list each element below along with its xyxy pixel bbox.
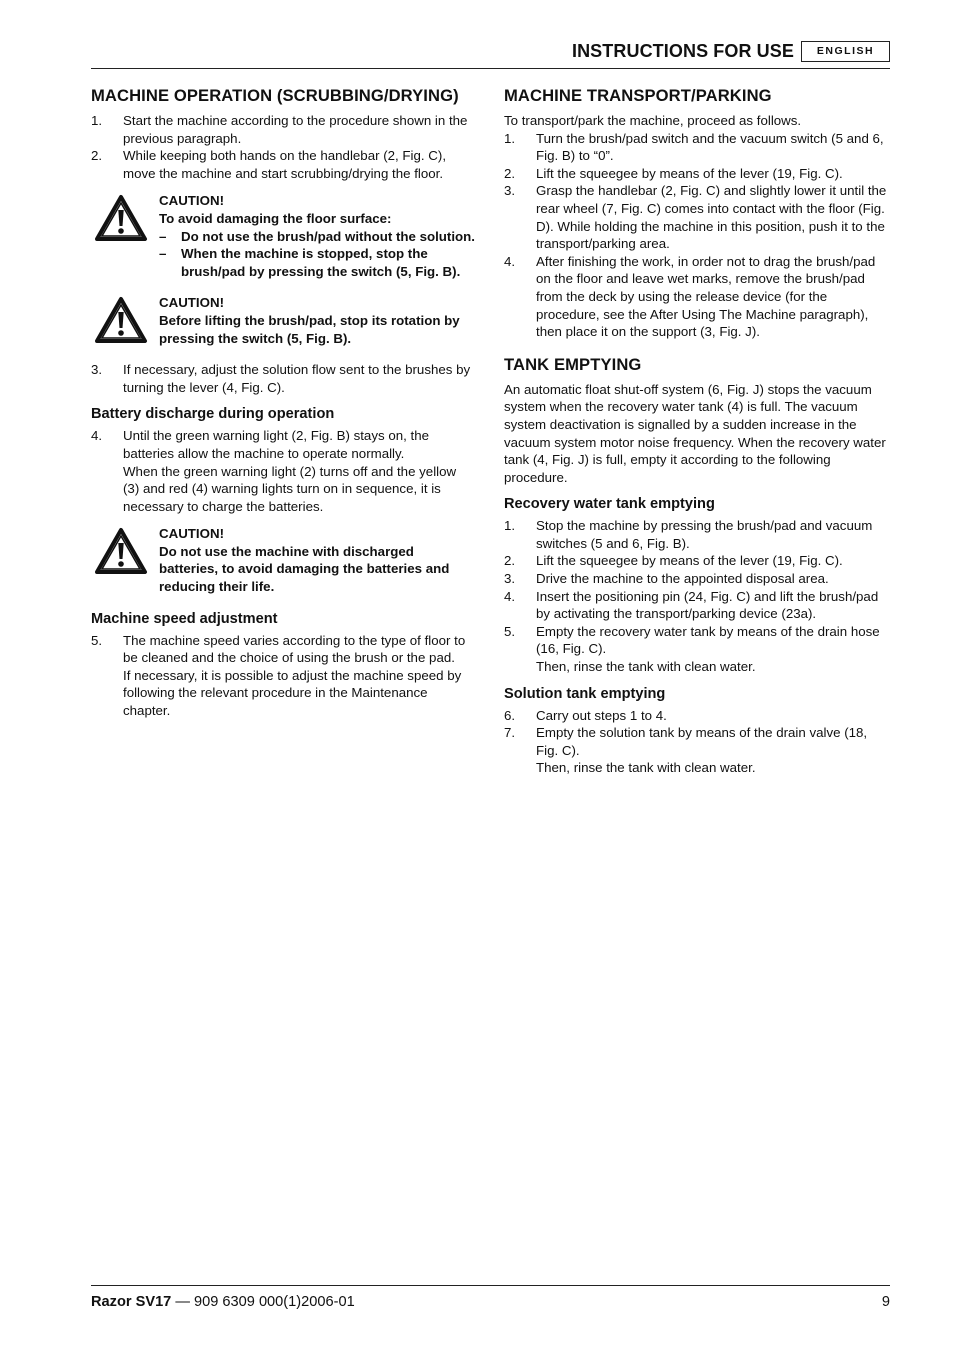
section-heading-machine-operation: MACHINE OPERATION (SCRUBBING/DRYING) (91, 86, 459, 105)
warning-icon (94, 527, 148, 575)
section-heading-tank-emptying: TANK EMPTYING (504, 354, 642, 374)
list-number: 5. (504, 623, 516, 639)
caution-text: Before lifting the brush/pad, stop its rotation by pressing the switch (5, Fig. B). (159, 312, 460, 346)
list-number: 2. (91, 148, 103, 164)
list-item (504, 552, 890, 570)
caution-bullet-text: Do not use the brush/pad without the solution. (181, 228, 475, 244)
footer-code: — 909 6309 000(1)2006-01 (171, 1294, 355, 1310)
list-number: 1. (504, 130, 516, 146)
caution-bullet-text: When the machine is stopped, stop the brush/pad by pressing the switch (5, Fig. B). (181, 246, 461, 279)
list-item (91, 361, 476, 396)
caution-block (91, 192, 476, 280)
list-item (504, 517, 890, 552)
list-number: 7. (504, 725, 516, 741)
list-text: After finishing the work, in order not to drag the brush/pad on the floor and leave wet marks, remove the brush/pad from the deck by using the release device (for the procedure, see the After Using The Machine paragraph), then place it on the support (3, Fig. J). (536, 253, 876, 340)
caution-title: CAUTION! (159, 526, 224, 542)
list-text: Carry out steps 1 to 4. (536, 707, 667, 723)
tank-paragraph: An automatic float shut-off system (6, Fig. J) stops the vacuum system when the recovery water tank (4) is full. The vacuum system deactivation is signalled by a sudden increase in the vacuum system motor noise frequency. When the recovery water tank (4, Fig. J) is full, empty it according to the following procedure. (504, 381, 886, 485)
subheading-battery-discharge: Battery discharge during operation (91, 406, 335, 423)
list-item (91, 112, 476, 147)
intro-paragraph: To transport/park the machine, proceed as follows. (504, 113, 802, 128)
subheading-solution-tank: Solution tank emptying (504, 685, 666, 702)
list-text: Empty the recovery water tank by means of the drain hose (16, Fig. C). (536, 623, 880, 657)
page-footer (91, 1285, 890, 1311)
list-text: Grasp the handlebar (2, Fig. C) and slightly lower it until the rear wheel (7, Fig. C) comes into contact with the floor (Fig. D). While holding the machine in this position, push it to the transport/parking area. (536, 183, 887, 252)
caution-bullet (159, 228, 476, 246)
language-badge: ENGLISH (801, 41, 890, 62)
warning-icon (94, 296, 148, 344)
list-text: Turn the brush/pad switch and the vacuum switch (5 and 6, Fig. B) to “0”. (536, 130, 884, 164)
list-text: If necessary, adjust the solution flow sent to the brushes by turning the lever (4, Fig. C). (123, 362, 471, 395)
list-text-continued: If necessary, it is possible to adjust the machine speed by following the relevant procedure in the Maintenance chapter. (123, 667, 462, 719)
list-text-continued: Then, rinse the tank with clean water. (536, 760, 756, 776)
list-item (504, 253, 890, 341)
caution-bullet (159, 245, 476, 280)
footer-model: Razor SV17 (91, 1294, 172, 1310)
caution-block (91, 525, 476, 595)
list-item (504, 182, 890, 252)
caution-text: Do not use the machine with discharged batteries, to avoid damaging the batteries and reducing their life. (159, 543, 450, 595)
list-item (504, 724, 890, 777)
list-text: Lift the squeegee by means of the lever (19, Fig. C). (536, 553, 843, 569)
list-text-continued: Then, rinse the tank with clean water. (536, 659, 756, 675)
left-column (91, 86, 476, 720)
subheading-recovery-tank: Recovery water tank emptying (504, 496, 715, 513)
list-text: While keeping both hands on the handlebar (2, Fig. C), move the machine and start scrubbing/drying the floor. (123, 148, 447, 181)
list-number: 3. (504, 183, 516, 199)
section-heading-transport-parking: MACHINE TRANSPORT/PARKING (504, 86, 772, 105)
header-title: INSTRUCTIONS FOR USE (571, 41, 794, 61)
list-number: 2. (504, 165, 516, 181)
caution-block (91, 294, 476, 347)
list-item (504, 165, 890, 183)
list-text: The machine speed varies according to the type of floor to be cleaned and the choice of using the brush or the pad. (123, 632, 466, 666)
dash-marker: – (159, 228, 167, 244)
caution-lead: To avoid damaging the floor surface: (159, 210, 392, 226)
list-number: 2. (504, 553, 516, 569)
list-text: Insert the positioning pin (24, Fig. C) and lift the brush/pad by activating the transport/parking device (23a). (536, 588, 879, 622)
list-text: Until the green warning light (2, Fig. B) stays on, the batteries allow the machine to operate normally. (123, 428, 429, 461)
list-item (504, 570, 890, 588)
warning-icon (94, 194, 148, 242)
list-item (504, 130, 890, 165)
list-number: 5. (91, 632, 103, 648)
list-text: Empty the solution tank by means of the drain valve (18, Fig. C). (536, 725, 868, 758)
page-number: 9 (881, 1294, 890, 1310)
list-text: Drive the machine to the appointed disposal area. (536, 571, 829, 587)
list-number: 1. (91, 113, 103, 128)
list-number: 3. (91, 362, 103, 378)
list-number: 4. (91, 428, 103, 444)
caution-title: CAUTION! (159, 193, 224, 209)
page-header (91, 38, 890, 69)
list-text-continued: When the green warning light (2) turns off and the yellow (3) and red (4) warning lights turn on in sequence, it is necessary to charge the batteries. (123, 463, 457, 514)
list-number: 1. (504, 518, 516, 534)
list-number: 3. (504, 571, 516, 587)
list-number: 4. (504, 588, 516, 604)
subheading-speed-adjustment: Machine speed adjustment (91, 610, 278, 627)
right-column (504, 86, 890, 777)
list-item (504, 707, 890, 725)
list-item (91, 427, 476, 515)
list-text: Start the machine according to the procedure shown in the previous paragraph. (123, 113, 468, 146)
list-text: Stop the machine by pressing the brush/pad and vacuum switches (5 and 6, Fig. B). (536, 518, 873, 551)
list-item (504, 623, 890, 676)
list-number: 4. (504, 253, 516, 269)
caution-title: CAUTION! (159, 295, 224, 311)
list-text: Lift the squeegee by means of the lever (19, Fig. C). (536, 165, 843, 181)
dash-marker: – (159, 246, 167, 262)
list-item (504, 588, 890, 623)
list-item (91, 147, 476, 182)
list-item (91, 632, 476, 720)
list-number: 6. (504, 707, 516, 723)
